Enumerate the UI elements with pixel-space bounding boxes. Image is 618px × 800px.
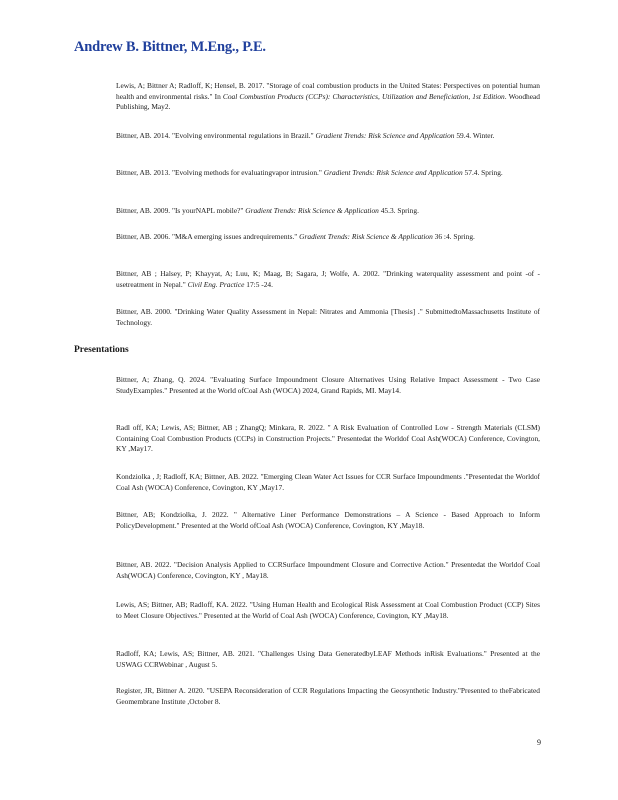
presentation-entry: Register, JR, Bittner A. 2020. "USEPA Reconsideration of CCR Regulations Impacting the Geosynthetic Industry."Presented to theFabricated Geomembrane Institute ,October 8. — [116, 686, 540, 706]
presentation-entry: Radloff, KA; Lewis, AS; Bittner, AB. 2021. "Challenges Using Data GeneratedbyLEAF Methods inRisk Evaluations." Presented at the USWAG CCRWebinar , August 5. — [116, 649, 540, 669]
presentation-entry: Radl off, KA; Lewis, AS; Bittner, AB ; ZhangQ; Minkara, R. 2022. " A Risk Evaluation of Controlled Low - Strength Materials (CLSM) Containing Coal Combustion Products (CCPs) in Construction Projects." Presentedat the Worldof Coal Ash(WOCA) Conference, Covington, KY ,May17. — [116, 423, 540, 454]
page-number: 9 — [537, 738, 541, 747]
section-heading-presentations: Presentations — [74, 345, 129, 355]
presentation-entry: Lewis, AS; Bittner, AB; Radloff, KA. 2022. "Using Human Health and Ecological Risk Assessment at Coal Combustion Product (CCP) Sites to Meet Closure Objectives." Presented at the World of Coal Ash (WOCA) Conference, Covington, KY ,May18. — [116, 600, 540, 620]
presentation-entry: Bittner, AB. 2022. "Decision Analysis Applied to CCRSurface Impoundment Closure and Corrective Action." Presentedat the Worldof Coal Ash(WOCA) Conference, Covington, KY , May18. — [116, 560, 540, 580]
publication-entry: Bittner, AB. 2013. "Evolving methods for evaluatingvapor intrusion." Gradient Trends: Risk Science and Application 57.4. Spring. — [116, 168, 503, 177]
publication-entry: Bittner, AB. 2006. "M&A emerging issues andrequirements." Gradient Trends: Risk Science & Application 36 :4. Spring. — [116, 232, 475, 241]
publication-entry: Bittner, AB. 2009. "Is yourNAPL mobile?" Gradient Trends: Risk Science & Application 45.3. Spring. — [116, 206, 419, 215]
publication-entry: Bittner, AB. 2014. "Evolving environmental regulations in Brazil." Gradient Trends: Risk Science and Application 59.4. Winter. — [116, 131, 495, 140]
presentation-entry: Bittner, A; Zhang, Q. 2024. "Evaluating Surface Impoundment Closure Alternatives Using Relative Impact Assessment - Two Case StudyExamples." Presented at the World ofCoal Ash (WOCA) 2024, Grand Rapids, MI. May14. — [116, 375, 540, 395]
presentation-entry: Bittner, AB; Kondziolka, J. 2022. " Alternative Liner Performance Demonstrations – A Science - Based Approach to Inform PolicyDevelopment." Presented at the World ofCoal Ash (WOCA) Conference, Covington, KY ,May18. — [116, 510, 540, 530]
publication-entry: Lewis, A; Bittner A; Radloff, K; Hensel, B. 2017. "Storage of coal combustion products in the United States: Perspectives on potential human health and environmental risks." In Coal Combustion Products (CCPs): Characteristics, Utilization and Beneficiation, 1st Edition. Woodhead Publishing, May2. — [116, 81, 541, 112]
author-name-header: Andrew B. Bittner, M.Eng., P.E. — [74, 39, 266, 55]
publication-entry: Bittner, AB. 2000. "Drinking Water Quality Assessment in Nepal: Nitrates and Ammonia [Thesis] ." SubmittedtoMassachusetts Institute of Technology. — [116, 307, 540, 327]
publication-entry: Bittner, AB ; Halsey, P; Khayyat, A; Luu, K; Maag, B; Sagara, J; Wolfe, A. 2002. "Drinking waterquality assessment and point -of -usetreatment in Nepal." Civil Eng. Practice 17:5 -24. — [116, 269, 540, 289]
presentation-entry: Kondziolka , J; Radloff, KA; Bittner, AB. 2022. "Emerging Clean Water Act Issues for CCR Surface Impoundments ."Presentedat the Worldof Coal Ash (WOCA) Conference, Covington, KY ,May17. — [116, 472, 540, 492]
